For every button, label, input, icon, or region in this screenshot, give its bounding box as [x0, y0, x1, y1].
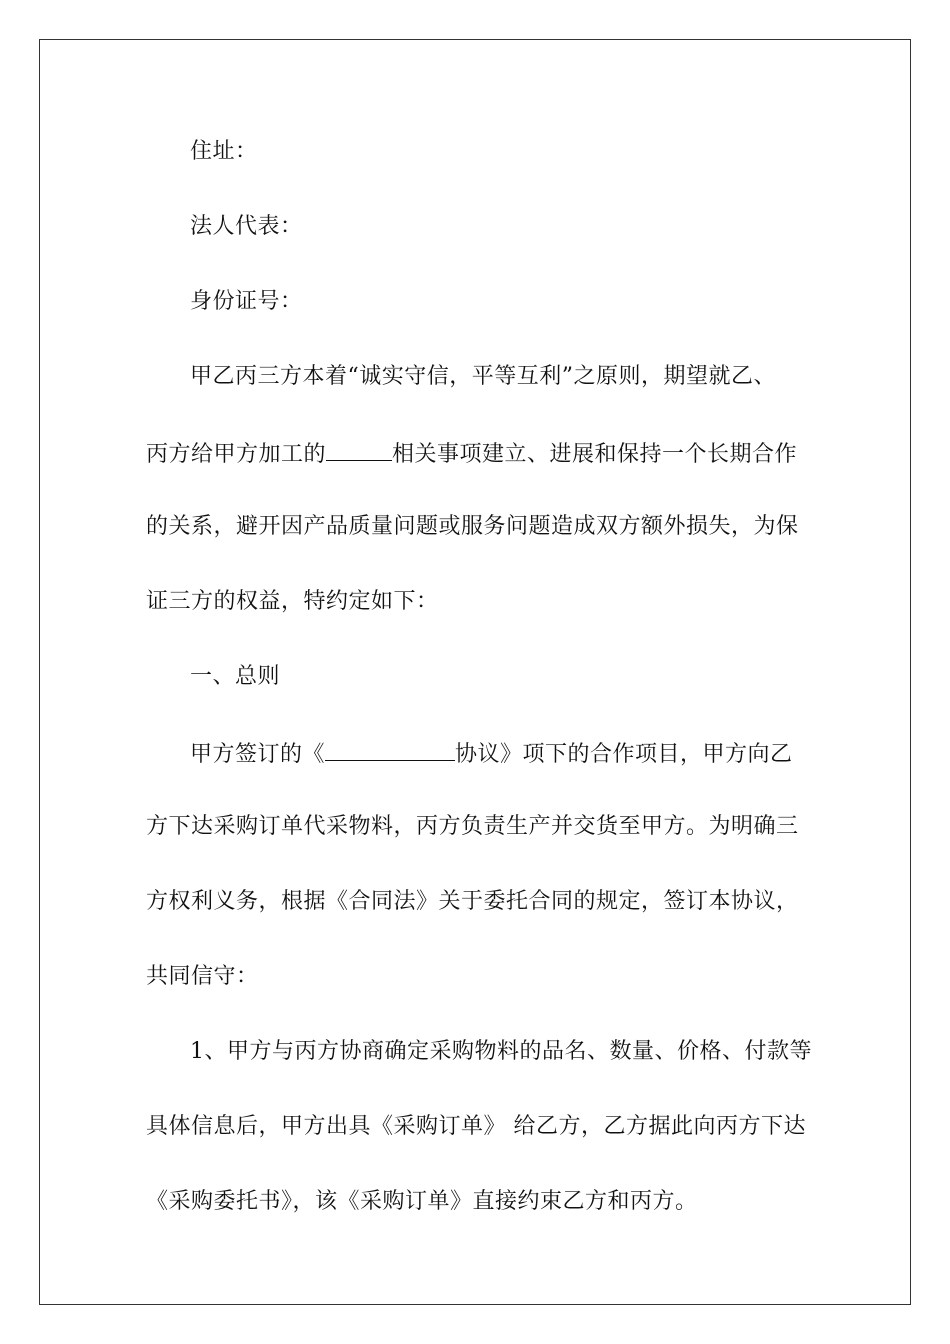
legal-rep-label: 法人代表： [190, 214, 303, 239]
paragraph-line: 证三方的权益，特约定如下： [146, 589, 439, 614]
paragraph-text: 丙方给甲方加工的 [146, 442, 327, 467]
paragraph-line: 甲乙丙三方本着“诚实守信，平等互利”之原则，期望就乙、 [190, 364, 776, 389]
paragraph-text: 协议》项下的合作项目，甲方向乙 [455, 742, 793, 767]
paragraph-line: 的关系，避开因产品质量问题或服务问题造成双方额外损失，为保 [146, 514, 799, 539]
fill-blank [326, 438, 392, 461]
paragraph-text: 甲方签订的《 [190, 742, 326, 767]
paragraph-line: 共同信守： [146, 964, 259, 989]
paragraph-line: 《采购委托书》，该《采购订单》直接约束乙方和丙方。 [146, 1189, 698, 1214]
paragraph-line [190, 738, 793, 769]
paragraph-line: 1、甲方与丙方协商确定采购物料的品名、数量、价格、付款等 [190, 1039, 812, 1064]
id-number-label: 身份证号： [190, 289, 303, 314]
paragraph-line [146, 438, 797, 469]
paragraph-line: 方下达采购订单代采物料，丙方负责生产并交货至甲方。为明确三 [146, 814, 799, 839]
section-heading: 一、总则 [190, 664, 281, 689]
paragraph-line: 方权利义务，根据《合同法》关于委托合同的规定，签订本协议， [146, 889, 799, 914]
address-label: 住址： [190, 139, 258, 164]
fill-blank [325, 738, 455, 761]
paragraph-line: 具体信息后，甲方出具《采购订单》 给乙方，乙方据此向丙方下达 [146, 1114, 806, 1139]
paragraph-text: 相关事项建立、进展和保持一个长期合作 [392, 442, 798, 467]
